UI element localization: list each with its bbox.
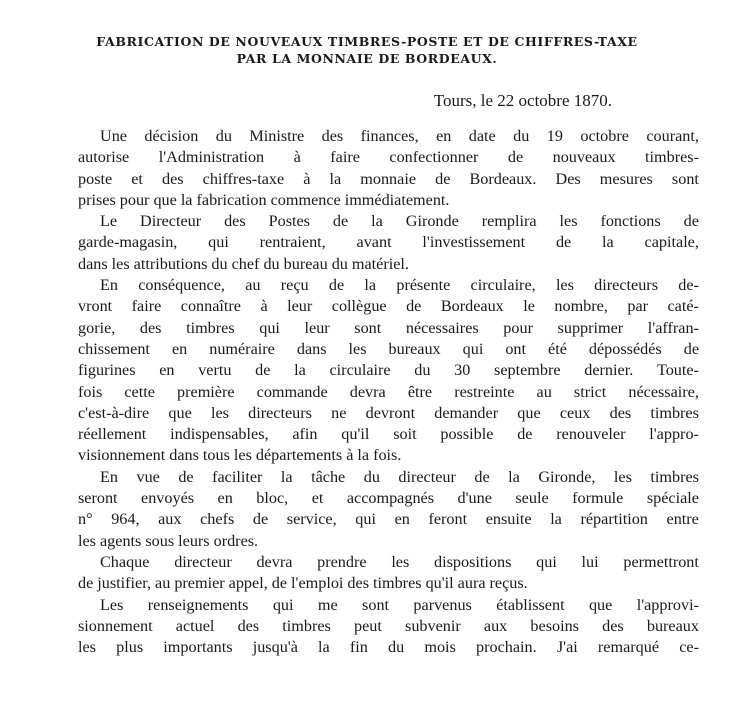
text-line: garde-magasin, qui rentraient, avant l'investissement de la capitale, (78, 233, 699, 252)
text-line: fois cette première commande devra être restreinte au strict nécessaire, (78, 382, 699, 401)
text-line: chissement en numéraire dans les bureaux qui ont été dépossédés de (78, 339, 699, 358)
document-title-line-1: FABRICATION DE NOUVEAUX TIMBRES-POSTE ET DE CHIFFRES-TAXE (96, 34, 638, 49)
text-line: de justifier, au premier appel, de l'emploi des timbres qu'il aura reçus. (78, 574, 528, 593)
text-line: Chaque directeur devra prendre les dispositions qui lui permettront (100, 552, 699, 571)
paragraph (0, 467, 734, 552)
paragraph (0, 595, 734, 659)
text-line: seront envoyés en bloc, et accompagnés d'une seule formule spéciale (78, 489, 699, 508)
dateline: Tours, le 22 octobre 1870. (433, 91, 612, 110)
text-line: les plus importants jusqu'à la fin du mois prochain. J'ai remarqué ce- (78, 638, 699, 657)
paragraph (0, 126, 734, 211)
text-line: n° 964, aux chefs de service, qui en feront ensuite la répartition entre (78, 510, 699, 529)
text-line: vront faire connaître à leur collègue de Bordeaux le nombre, par caté- (78, 297, 699, 316)
text-line: visionnement dans tous les départements à la fois. (78, 446, 402, 465)
text-line: réellement indispensables, afin qu'il soit possible de renouveler l'appro- (78, 425, 699, 444)
text-line: figurines en vertu de la circulaire du 30 septembre dernier. Toute- (78, 361, 699, 380)
paragraph (0, 552, 734, 595)
text-line: poste et des chiffres-taxe à la monnaie de Bordeaux. Des mesures sont (78, 169, 699, 188)
paragraph (0, 211, 734, 275)
text-line: autorise l'Administration à faire confectionner de nouveaux timbres- (78, 148, 699, 167)
text-line: c'est-à-dire que les directeurs ne devront demander que ceux des timbres (78, 403, 699, 422)
text-line: les agents sous leurs ordres. (78, 531, 259, 550)
text-line: sionnement actuel des timbres peut subvenir aux besoins des bureaux (78, 616, 699, 635)
text-line: Une décision du Ministre des finances, en date du 19 octobre courant, (100, 127, 699, 145)
text-line: En conséquence, au reçu de la présente circulaire, les directeurs de- (100, 276, 699, 295)
text-line: En vue de faciliter la tâche du directeur de la Gironde, les timbres (100, 467, 699, 486)
document-body (0, 126, 734, 658)
paragraph (0, 275, 734, 467)
document-title-line-2: PAR LA MONNAIE DE BORDEAUX. (236, 51, 498, 66)
text-line: prises pour que la fabrication commence immédiatement. (78, 190, 450, 209)
text-line: Les renseignements qui me sont parvenus établissent que l'approvi- (100, 595, 699, 614)
text-line: dans les attributions du chef du bureau du matériel. (78, 254, 409, 273)
text-line: Le Directeur des Postes de la Gironde remplira les fonctions de (100, 212, 699, 231)
text-line: gorie, des timbres qui leur sont nécessaires pour supprimer l'affran- (78, 318, 699, 337)
